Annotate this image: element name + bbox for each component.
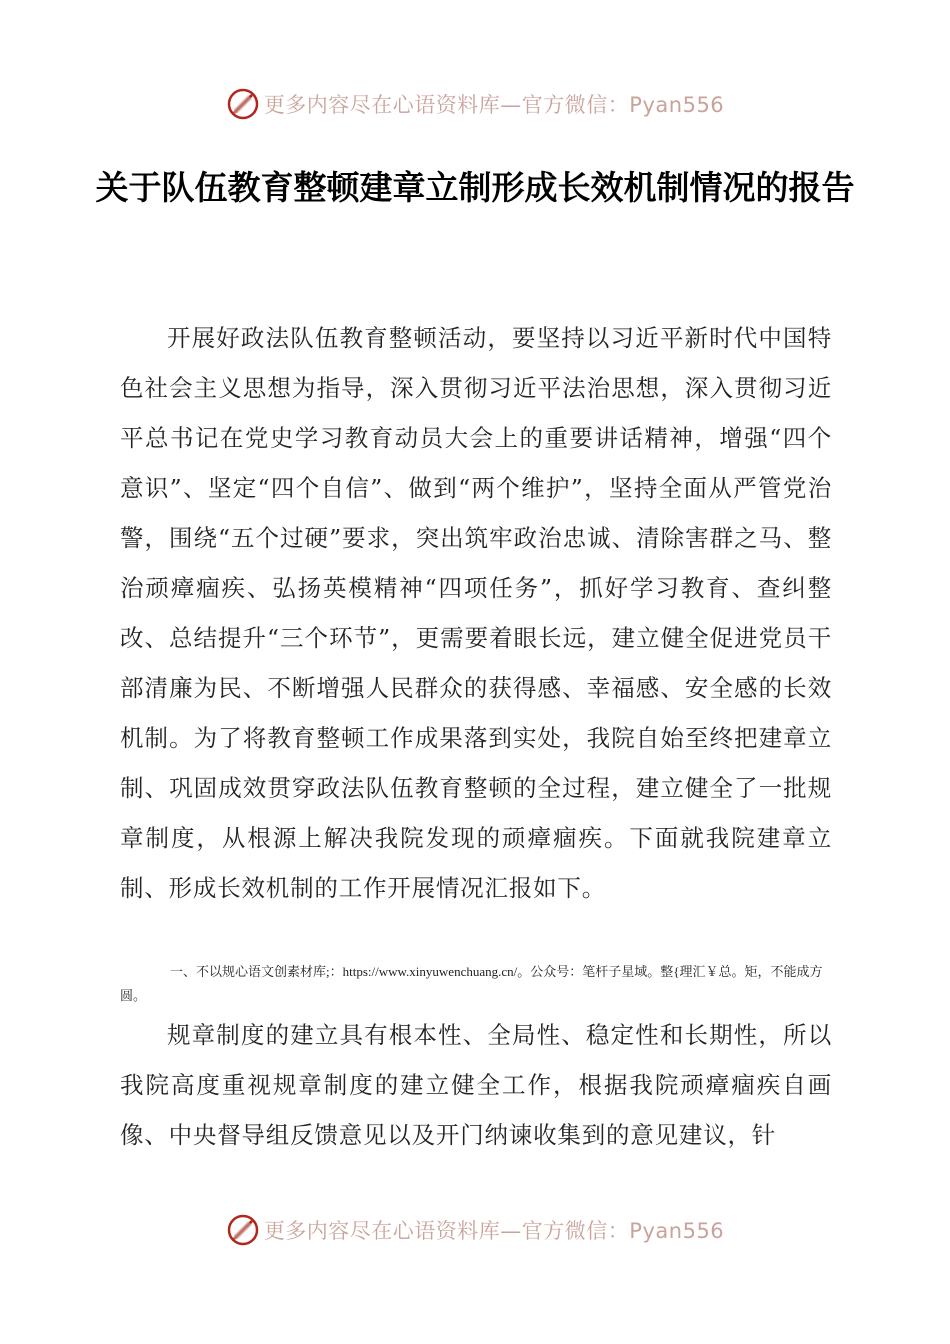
- header-banner: [0, 84, 950, 124]
- body-paragraph-2: 规章制度的建立具有根本性、全局性、稳定性和长期性，所以我院高度重视规章制度的建立健全工作，根据我院顽瘴痼疾自画像、中央督导组反馈意见以及开门纳谏收集到的意见建议，针: [120, 1021, 832, 1149]
- document-title: 关于队伍教育整顿建章立制形成长效机制情况的报告: [95, 168, 855, 207]
- footer-banner-text: 更多内容尽在心语资料库—官方微信：Pyan556: [263, 1219, 725, 1243]
- inline-note-text: 一、不以规心语文创素材库;：https://www.xinyuwenchuang.cn/。公众号：笔杆子星域。整{理汇￥总。矩，不能成方圆。: [120, 964, 823, 1003]
- inline-note: [120, 960, 834, 1008]
- body-paragraph-1: 开展好政法队伍教育整顿活动，要坚持以习近平新时代中国特色社会主义思想为指导，深入贯彻习近平法治思想，深入贯彻习近平总书记在党史学习教育动员大会上的重要讲话精神，增强“四个意识”、坚定“四个自信”、做到“两个维护”，坚持全面从严管党治警，围绕“五个过硬”要求，突出筑牢政治忠诚、清除害群之马、整治顽瘴痼疾、弘扬英模精神“四项任务”，抓好学习教育、查纠整改、总结提升“三个环节”，更需要着眼长远，建立健全促进党员干部清廉为民、不断增强人民群众的获得感、幸福感、安全感的长效机制。为了将教育整顿工作成果落到实处，我院自始至终把建章立制、巩固成效贯穿政法队伍教育整顿的全过程，建立健全了一批规章制度，从根源上解决我院发现的顽瘴痼疾。下面就我院建章立制、形成长效机制的工作开展情况汇报如下。: [120, 324, 832, 902]
- header-banner-text: 更多内容尽在心语资料库—官方微信：Pyan556: [263, 93, 725, 117]
- pen-logo-icon: [226, 1213, 260, 1247]
- pen-logo-icon: [226, 87, 260, 121]
- footer-banner: [0, 1210, 950, 1250]
